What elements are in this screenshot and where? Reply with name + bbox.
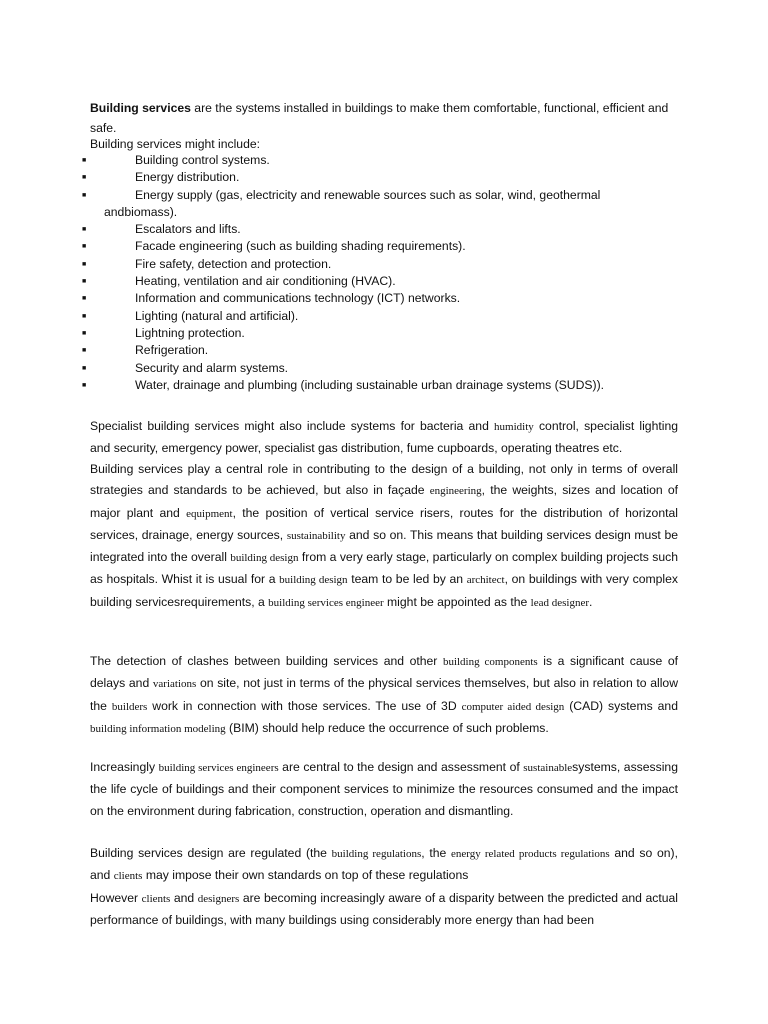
- sustainability-paragraph: Increasingly building services engineers are central to the design and assessment of sustainablesystems, assessing the life cycle of buildings and their component services to minimize the resources consumed and the impact on the environment during fabrication, construction, operation and dismantling.: [90, 760, 678, 818]
- bullet-icon: ■: [82, 347, 87, 355]
- link-engineering[interactable]: engineering: [429, 485, 482, 498]
- list-item-continuation: andbiomass).: [104, 204, 178, 219]
- link-designers[interactable]: designers: [197, 892, 240, 905]
- link-building-regulations[interactable]: building regulations: [331, 848, 422, 860]
- bullet-icon: ■: [82, 312, 87, 320]
- bullet-icon: ■: [82, 226, 87, 234]
- list-item: ■ Lighting (natural and artificial).: [0, 308, 768, 325]
- bullet-icon: ■: [82, 278, 87, 286]
- bullet-icon: ■: [82, 364, 87, 372]
- bullet-icon: ■: [82, 191, 87, 199]
- link-variations[interactable]: variations: [152, 678, 197, 691]
- bullet-icon: ■: [82, 295, 87, 303]
- bullet-icon: ■: [82, 381, 87, 389]
- performance-gap-paragraph: However clients and designers are becoming increasingly aware of a disparity between the predicted and actual performance of buildings, with many buildings using considerably more energy than had been: [90, 890, 678, 927]
- central-role-paragraph: Building services play a central role in contributing to the design of a building, not only in terms of overall strategies and standards to be achieved, but also in façade engineering, the weights, sizes and location of major plant and equipment, the position of vertical service risers, routes for the distribution of horizontal services, drainage, energy sources, sustainability and so on. This means that building services design must be integrated into the overall building design from a very early stage, particularly on complex building projects such as hospitals. Whist it is usual for a building design team to be led by an architect, on buildings with very complex building servicesrequirements, a building services engineer might be appointed as the lead designer.: [90, 462, 679, 609]
- link-building-information-modeling[interactable]: building information modeling: [90, 722, 226, 735]
- list-heading: Building services might include:: [90, 137, 261, 151]
- list-item: ■ Water, drainage and plumbing (including sustainable urban drainage systems (SUDS)).: [0, 377, 768, 394]
- link-building-services-engineers[interactable]: building services engineers: [158, 762, 279, 774]
- list-item: ■ Energy distribution.: [0, 169, 768, 186]
- link-lead-designer[interactable]: lead designer: [530, 596, 590, 609]
- link-energy-related-products-regulations[interactable]: energy related products regulations: [451, 848, 610, 860]
- link-builders[interactable]: builders: [111, 700, 148, 713]
- link-building-components[interactable]: building components: [442, 656, 538, 668]
- bullet-icon: ■: [82, 260, 87, 268]
- link-sustainable[interactable]: sustainable: [523, 762, 573, 774]
- list-item: ■ Escalators and lifts.: [0, 221, 768, 238]
- list-item: ■ Fire safety, detection and protection.: [0, 256, 768, 273]
- regulations-block: [90, 843, 678, 931]
- link-building-services-engineer[interactable]: building services engineer: [268, 596, 384, 609]
- services-list: [0, 152, 768, 394]
- link-building-design[interactable]: building design: [230, 552, 299, 565]
- list-item: ■ Heating, ventilation and air conditioning (HVAC).: [0, 273, 768, 290]
- list-item: ■ Lightning protection.: [0, 325, 768, 342]
- specialist-services-paragraph: Specialist building services might also include systems for bacteria and humidity control, specialist lighting and security, emergency power, specialist gas distribution, fume cupboards, operating theatres etc.: [90, 419, 679, 456]
- link-clients[interactable]: clients: [113, 870, 143, 883]
- regulations-paragraph: Building services design are regulated (the building regulations, the energy related products regulations and so on), and clients may impose their own standards on top of these regulations: [90, 846, 678, 883]
- list-item: ■ Refrigeration.: [0, 342, 768, 359]
- intro-bold-term: Building services: [90, 101, 191, 115]
- list-item: ■ Information and communications technology (ICT) networks.: [0, 290, 768, 307]
- bullet-icon: ■: [82, 174, 87, 182]
- link-equipment[interactable]: equipment: [186, 507, 233, 520]
- list-item: ■ Security and alarm systems.: [0, 360, 768, 377]
- link-architect[interactable]: architect: [466, 574, 505, 587]
- intro-paragraph: Building services are the systems installed in buildings to make them comfortable, functional, efficient and safe.: [90, 101, 669, 135]
- bullet-icon: ■: [82, 157, 87, 164]
- link-clients[interactable]: clients: [141, 892, 171, 905]
- clash-detection-paragraph: The detection of clashes between building services and other building components is a significant cause of delays and variations on site, not just in terms of the physical services themselves, but also in relation to allow the builders work in connection with those services. The use of 3D computer aided design (CAD) systems and building information modeling (BIM) should help reduce the occurrence of such problems.: [90, 654, 678, 735]
- list-item: ■ Facade engineering (such as building shading requirements).: [0, 238, 768, 255]
- link-computer-aided-design[interactable]: computer aided design: [461, 700, 565, 713]
- link-sustainability[interactable]: sustainability: [286, 529, 346, 542]
- link-building-design[interactable]: building design: [279, 574, 348, 587]
- link-humidity[interactable]: humidity: [494, 421, 534, 433]
- list-item: ■ Energy supply (gas, electricity and renewable sources such as solar, wind, geothermal andbiomass).: [0, 187, 768, 222]
- bullet-icon: ■: [82, 243, 87, 251]
- list-item: ■ Building control systems.: [0, 152, 768, 169]
- bullet-icon: ■: [82, 329, 87, 337]
